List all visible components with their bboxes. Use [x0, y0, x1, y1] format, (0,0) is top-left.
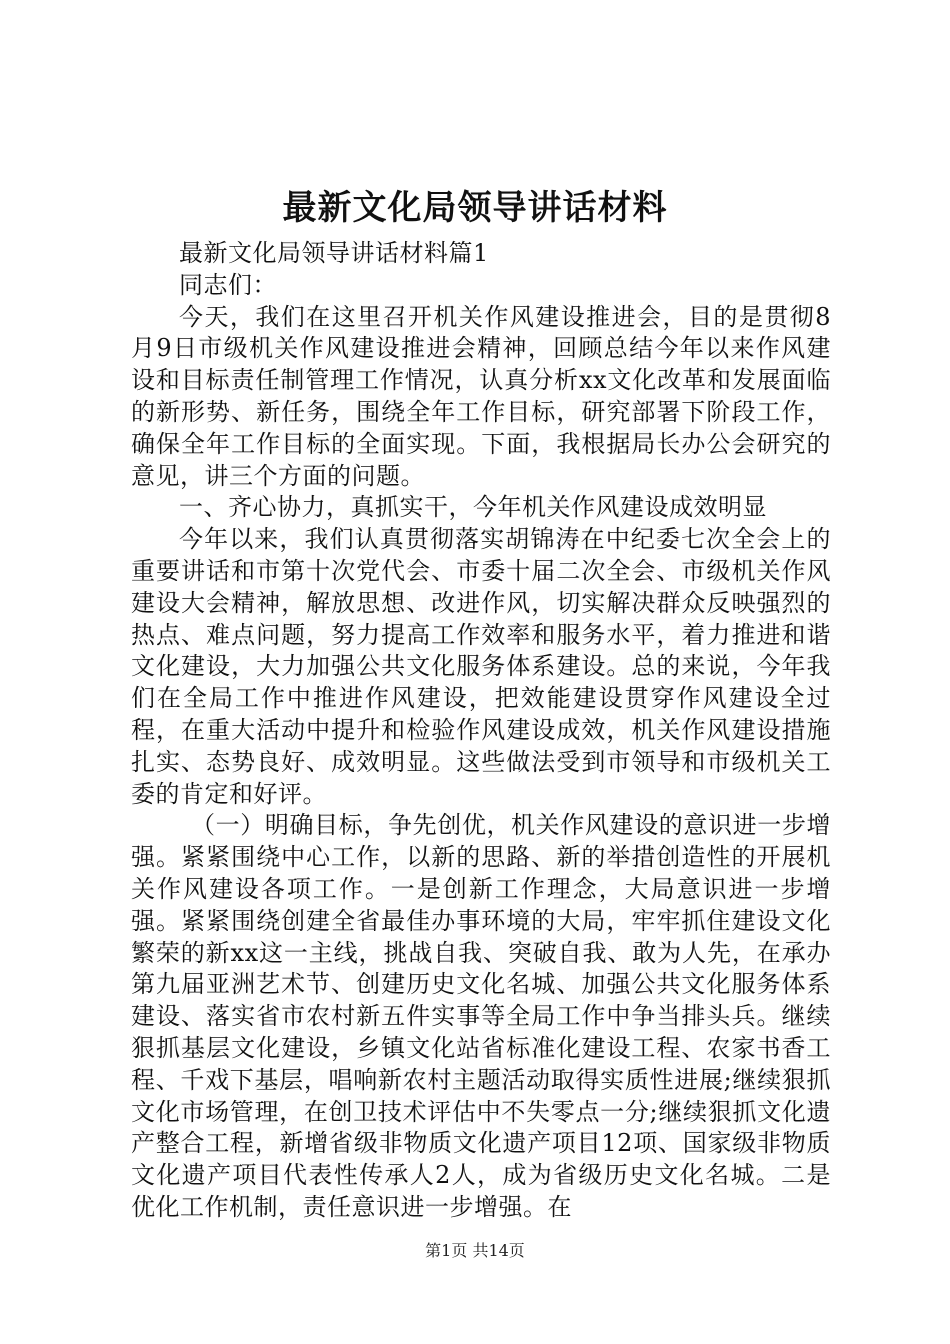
body-paragraph: （一）明确目标，争先创优，机关作风建设的意识进一步增强。紧紧围绕中心工作，以新的思路、新的举措创造性的开展机关作风建设各项工作。一是创新工作理念，大局意识进一步增强。紧紧围绕创建全省最佳办事环境的大局，牢牢抓住建设文化繁荣的新xx这一主线，挑战自我、突破自我、敢为人先，在承办第九届亚洲艺术节、创建历史文化名城、加强公共文化服务体系建设、落实省市农村新五件实事等全局工作中争当排头兵。继续狠抓基层文化建设，乡镇文化站省标准化建设工程、农家书香工程、千戏下基层，唱响新农村主题活动取得实质性进展;继续狠抓文化市场管理，在创卫技术评估中不失零点一分;继续狠抓文化遗产整合工程，新增省级非物质文化遗产项目12项、国家级非物质文化遗产项目代表性传承人2人，成为省级历史文化名城。二是优化工作机制，责任意识进一步增强。在	[131, 811, 831, 1221]
section-heading: 最新文化局领导讲话材料篇1	[179, 239, 489, 267]
body-paragraph: 今年以来，我们认真贯彻落实胡锦涛在中纪委七次全会上的重要讲话和市第十次党代会、市委十届二次全会、市级机关作风建设大会精神，解放思想、改进作风，切实解决群众反映强烈的热点、难点问题，努力提高工作效率和服务水平，着力推进和谐文化建设，大力加强公共文化服务体系建设。总的来说，今年我们在全局工作中推进作风建设，把效能建设贯穿作风建设全过程，在重大活动中提升和检验作风建设成效，机关作风建设措施扎实、态势良好、成效明显。这些做法受到市领导和市级机关工委的肯定和好评。	[131, 525, 831, 808]
page-footer: 第1页 共14页	[425, 1241, 525, 1260]
salutation: 同志们：	[179, 270, 277, 299]
document-body	[131, 238, 831, 1224]
document-title: 最新文化局领导讲话材料	[282, 188, 668, 228]
section-heading: 一、齐心协力，真抓实干，今年机关作风建设成效明显	[179, 493, 767, 522]
body-paragraph: 今天，我们在这里召开机关作风建设推进会，目的是贯彻8月9日市级机关作风建设推进会精神，回顾总结今年以来作风建设和目标责任制管理工作情况，认真分析xx文化改革和发展面临的新形势、新任务，围绕全年工作目标，研究部署下阶段工作，确保全年工作目标的全面实现。下面，我根据局长办公会研究的意见，讲三个方面的问题。	[131, 302, 831, 490]
